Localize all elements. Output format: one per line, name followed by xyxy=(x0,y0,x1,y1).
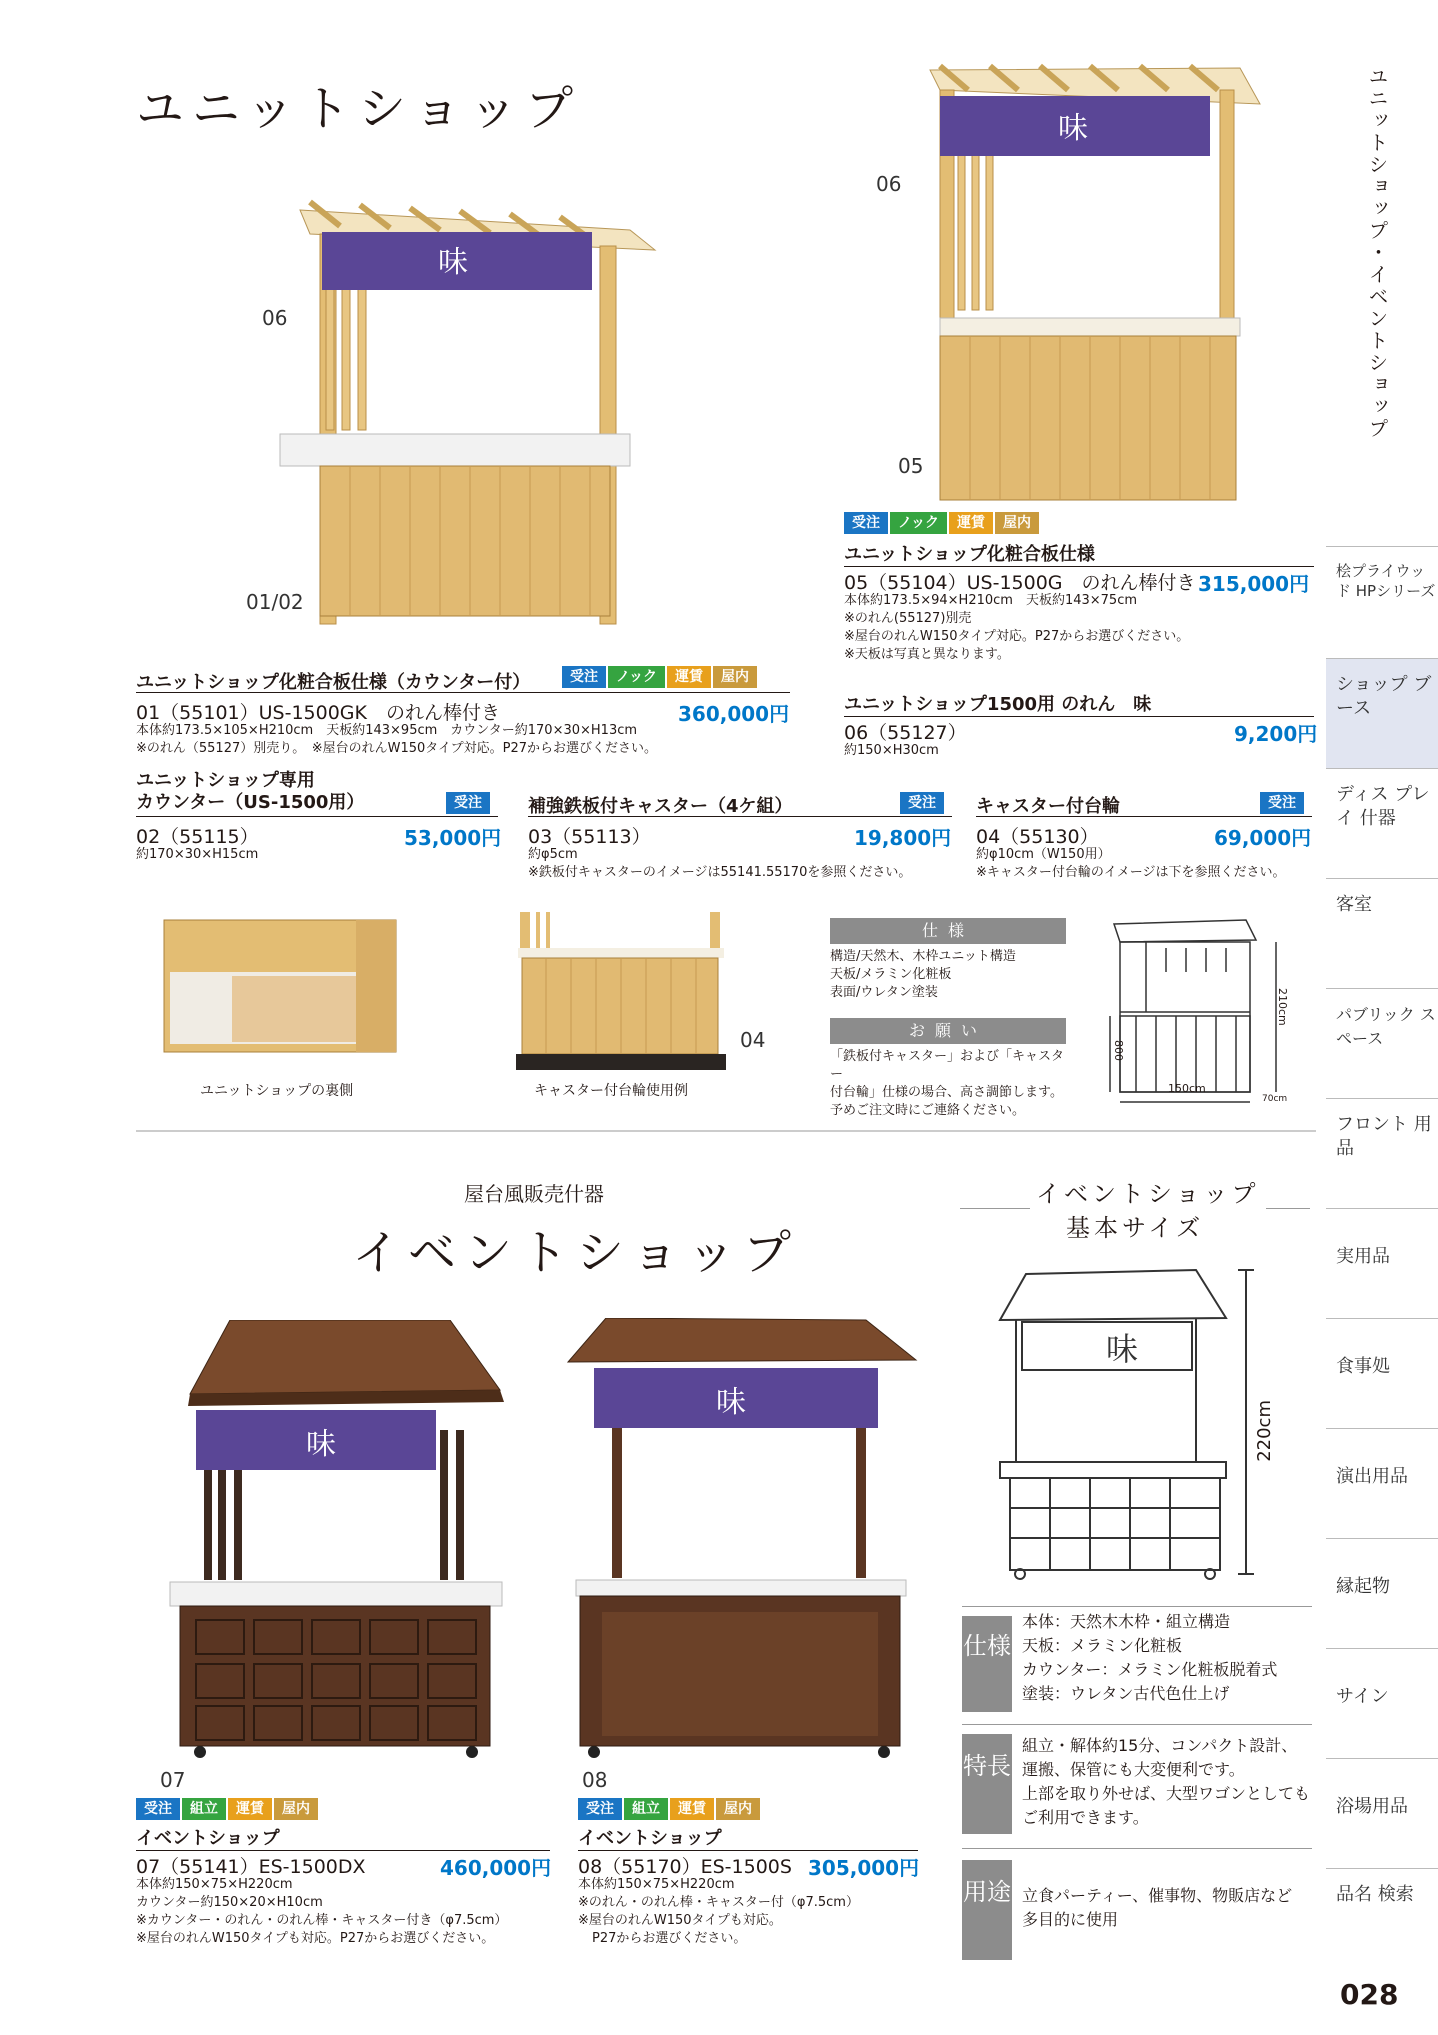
spec-line: ご利用できます。 xyxy=(1022,1808,1149,1827)
spec-line: 本体約173.5×105×H210cm 天板約143×95cm カウンター約170×30×H13cm xyxy=(136,723,638,738)
basic-size-title-line2: 基本サイズ xyxy=(1066,1214,1205,1242)
spec-line: ※屋台のれんW150タイプも対応。P27からお選びください。 xyxy=(136,1931,495,1946)
item-label-08: 08 xyxy=(582,1768,608,1792)
svg-text:味: 味 xyxy=(1106,1330,1139,1368)
product-spec-07 xyxy=(136,1876,507,1948)
item-label-04: 04 xyxy=(740,1028,766,1052)
callout-label-06a: 06 xyxy=(262,306,288,330)
sidebar-item-label: 品名 検索 xyxy=(1336,1884,1414,1905)
sidebar-item-label: サイン xyxy=(1336,1686,1389,1707)
badge-group-01 xyxy=(562,666,757,688)
event-shop-dimension-diagram xyxy=(996,1262,1296,1582)
diagram-depth-label: 70cm xyxy=(1262,1094,1288,1104)
sidebar-item-label: 客室 xyxy=(1336,894,1372,915)
product-price-02: 53,000円 xyxy=(404,826,502,850)
unit-shop-image-01 xyxy=(270,190,670,630)
spec-line: ※屋台のれんW150タイプも対応。 xyxy=(578,1913,782,1928)
spec-box-body xyxy=(830,948,1066,1002)
basic-size-title-line1: イベントショップ xyxy=(1030,1174,1266,1209)
product-spec-08 xyxy=(578,1876,859,1948)
badge-indoor: 屋内 xyxy=(274,1798,318,1820)
badge-group-05 xyxy=(844,512,1039,534)
spec-label-youto: 用途 xyxy=(962,1860,1012,1960)
product-code-07: 07（55141）ES-1500DX xyxy=(136,1856,366,1878)
product-name-07: イベントショップ xyxy=(136,1824,550,1851)
product-name-03: 補強鉄板付キャスター（4ケ組） xyxy=(528,796,793,817)
sidebar-item-label: ショップ ブース xyxy=(1336,674,1432,719)
product-spec-06: 約150×H30cm xyxy=(844,743,939,758)
spec-line: 構造/天然木、木枠ユニット構造 xyxy=(830,949,1016,964)
sidebar-item-guest-room[interactable] xyxy=(1326,878,1438,988)
spec-rule xyxy=(962,1724,1312,1725)
badge-indoor: 屋内 xyxy=(995,512,1039,534)
spec-line: カウンター約150×20×H10cm xyxy=(136,1895,323,1910)
badge-order: 受注 xyxy=(578,1798,622,1820)
badge-freight: 運賃 xyxy=(670,1798,714,1820)
divider xyxy=(136,692,790,693)
svg-text:味: 味 xyxy=(1058,111,1088,146)
spec-label-shiyou: 仕様 xyxy=(962,1616,1012,1712)
spec-line: 本体約150×75×H220cm xyxy=(578,1877,735,1892)
product-code-01: 01（55101）US-1500GK のれん棒付き xyxy=(136,702,500,724)
request-box-body xyxy=(830,1048,1066,1120)
sidebar-item-bath[interactable] xyxy=(1326,1758,1438,1868)
product-name-line: ユニットショップ専用 xyxy=(136,770,315,791)
product-code-04: 04（55130） xyxy=(976,826,1099,848)
spec-text-youto xyxy=(1022,1884,1292,1932)
badge-group-07 xyxy=(136,1798,318,1820)
product-spec-03 xyxy=(528,846,911,882)
product-code-05: 05（55104）US-1500G のれん棒付き xyxy=(844,572,1196,594)
section-vertical-title: ユニットショップ・イベントショップ xyxy=(1365,66,1389,440)
spec-line: ※鉄板付キャスターのイメージは55141.55170を参照ください。 xyxy=(528,865,912,880)
product-price-01: 360,000円 xyxy=(678,702,790,726)
badge-order: 受注 xyxy=(562,666,606,688)
sidebar-item-label: 桧プライウッド HPシリーズ xyxy=(1336,562,1436,600)
badge-order: 受注 xyxy=(900,792,944,814)
product-name-06: ユニットショップ1500用 のれん 味 xyxy=(844,690,1314,717)
sidebar-item-front[interactable] xyxy=(1326,1098,1438,1208)
request-line: 予めご注文時にご連絡ください。 xyxy=(830,1103,1026,1118)
spec-line: ※のれん（55127）別売り。 ※屋台のれんW150タイプ対応。P27からお選びください。 xyxy=(136,741,658,756)
badge-knockdown: ノック xyxy=(608,666,665,688)
badge-indoor: 屋内 xyxy=(716,1798,760,1820)
spec-line: P27からお選びください。 xyxy=(592,1931,747,1946)
spec-line: 天板/メラミン化粧板 xyxy=(830,967,952,982)
sidebar-item-label: 演出用品 xyxy=(1336,1466,1408,1487)
callout-label-06b: 06 xyxy=(876,172,902,196)
event-diagram-height-label: 220cm xyxy=(1254,1400,1275,1462)
item-label-07: 07 xyxy=(160,1768,186,1792)
section-divider xyxy=(136,1130,1316,1132)
spec-line: ※キャスター付台輪のイメージは下を参照ください。 xyxy=(976,865,1286,880)
sidebar-item-label: 実用品 xyxy=(1336,1246,1390,1267)
spec-line: 約φ5cm xyxy=(528,847,578,862)
spec-line: 本体約150×75×H220cm xyxy=(136,1877,293,1892)
sidebar-item-dining[interactable] xyxy=(1326,1318,1438,1428)
sidebar-item-staging[interactable] xyxy=(1326,1428,1438,1538)
spec-line: ※のれん(55127)別売 xyxy=(844,611,972,626)
request-box-head: お願い xyxy=(830,1018,1066,1044)
unit-shop-image-05 xyxy=(920,60,1270,510)
sidebar-item-label: ディス プレイ 什器 xyxy=(1336,784,1430,829)
spec-text-shiyou xyxy=(1022,1610,1277,1706)
product-code-08: 08（55170）ES-1500S xyxy=(578,1856,792,1878)
badge-order: 受注 xyxy=(136,1798,180,1820)
product-price-07: 460,000円 xyxy=(440,1856,552,1880)
sidebar-item-label: 浴場用品 xyxy=(1336,1796,1408,1817)
sidebar-item-shop-booth[interactable] xyxy=(1326,658,1438,768)
request-line: 付台輪」仕様の場合、高さ調節します。 xyxy=(830,1085,1063,1100)
spec-label-tokuchou: 特長 xyxy=(962,1734,1012,1834)
sidebar-item-search[interactable] xyxy=(1326,1868,1438,1968)
product-name-08: イベントショップ xyxy=(578,1824,918,1851)
product-price-05: 315,000円 xyxy=(1198,572,1310,596)
svg-text:味: 味 xyxy=(716,1385,746,1420)
item-label-05: 05 xyxy=(898,454,924,478)
sidebar-item-public-space[interactable] xyxy=(1326,988,1438,1098)
badge-knockdown: ノック xyxy=(890,512,947,534)
sidebar-item-practical[interactable] xyxy=(1326,1208,1438,1318)
spec-line: 本体：天然木木枠・組立構造 xyxy=(1022,1612,1231,1631)
divider xyxy=(528,816,952,817)
sidebar-item-label: 縁起物 xyxy=(1336,1576,1390,1597)
sidebar-item-label: 食事処 xyxy=(1336,1356,1390,1377)
spec-line: ※屋台のれんW150タイプ対応。P27からお選びください。 xyxy=(844,629,1190,644)
badge-assemble: 組立 xyxy=(182,1798,226,1820)
product-spec-04 xyxy=(976,846,1286,882)
spec-line: 表面/ウレタン塗装 xyxy=(830,985,938,1000)
photo-caster-base xyxy=(516,912,726,1072)
caption-unit-shop-back: ユニットショップの裏側 xyxy=(200,1083,354,1099)
spec-box-head: 仕様 xyxy=(830,918,1066,944)
badge-freight: 運賃 xyxy=(949,512,993,534)
sidebar-item-sign[interactable] xyxy=(1326,1648,1438,1758)
spec-line: 天板：メラミン化粧板 xyxy=(1022,1636,1183,1655)
product-price-08: 305,000円 xyxy=(808,1856,920,1880)
request-line: 「鉄板付キャスター」および「キャスター xyxy=(830,1049,1065,1082)
spec-line: 塗装：ウレタン古代色仕上げ xyxy=(1022,1684,1230,1703)
spec-text-tokuchou xyxy=(1022,1734,1310,1830)
product-name-05: ユニットショップ化粧合板仕様 xyxy=(844,540,1314,567)
event-shop-image-08 xyxy=(566,1318,920,1760)
event-shop-image-07 xyxy=(160,1320,520,1760)
product-price-03: 19,800円 xyxy=(854,826,952,850)
spec-box xyxy=(830,918,1066,1002)
spec-line: カウンター：メラミン化粧板脱着式 xyxy=(1022,1660,1278,1679)
product-spec-02: 約170×30×H15cm xyxy=(136,847,259,862)
spec-line: ※天板は写真と異なります。 xyxy=(844,647,1010,662)
badge-order: 受注 xyxy=(446,792,490,814)
spec-rule xyxy=(962,1606,1312,1607)
product-code-02: 02（55115） xyxy=(136,826,259,848)
spec-rule xyxy=(962,1848,1312,1849)
spec-line: ※のれん・のれん棒・キャスター付（φ7.5cm） xyxy=(578,1895,859,1910)
event-shop-subtitle: 屋台風販売什器 xyxy=(464,1182,604,1206)
product-price-04: 69,000円 xyxy=(1214,826,1312,850)
sidebar-item-hp-series[interactable] xyxy=(1326,546,1438,658)
spec-line: 多目的に使用 xyxy=(1022,1910,1119,1929)
spec-line: 組立・解体約15分、コンパクト設計、 xyxy=(1022,1736,1298,1755)
sidebar-item-label: フロント 用品 xyxy=(1336,1114,1432,1159)
product-name-04: キャスター付台輪 xyxy=(976,796,1120,817)
page-number: 028 xyxy=(1340,1978,1399,2011)
product-spec-01 xyxy=(136,722,657,758)
svg-text:味: 味 xyxy=(306,1427,336,1462)
diagram-width-label: 150cm xyxy=(1168,1082,1206,1095)
badge-assemble: 組立 xyxy=(624,1798,668,1820)
spec-line: 約φ10cm（W150用） xyxy=(976,847,1111,862)
photo-unit-shop-back xyxy=(160,916,400,1056)
caption-caster-base: キャスター付台輪使用例 xyxy=(534,1083,688,1099)
product-spec-05 xyxy=(844,592,1189,664)
product-code-03: 03（55113） xyxy=(528,826,651,848)
spec-line: 本体約173.5×94×H210cm 天板約143×75cm xyxy=(844,593,1138,608)
badge-freight: 運賃 xyxy=(667,666,711,688)
spec-line: 運搬、保管にも大変便利です。 xyxy=(1022,1760,1245,1779)
badge-freight: 運賃 xyxy=(228,1798,272,1820)
event-shop-title: イベントショップ xyxy=(352,1225,800,1281)
item-label-01-02: 01/02 xyxy=(246,590,304,614)
sidebar-item-lucky[interactable] xyxy=(1326,1538,1438,1648)
spec-line: 上部を取り外せば、大型ワゴンとしても xyxy=(1022,1784,1311,1803)
sidebar-item-display[interactable] xyxy=(1326,768,1438,878)
divider xyxy=(976,816,1312,817)
diagram-height-label: 210cm xyxy=(1276,988,1289,1026)
product-code-06: 06（55127） xyxy=(844,722,967,744)
product-price-06: 9,200円 xyxy=(1234,722,1318,746)
spec-line: 立食パーティー、催事物、物販店など xyxy=(1022,1886,1293,1905)
badge-order: 受注 xyxy=(1260,792,1304,814)
badge-group-08 xyxy=(578,1798,760,1820)
diagram-counter-label: 800 xyxy=(1112,1040,1125,1061)
sidebar-item-label: パブリック スペース xyxy=(1336,1005,1436,1048)
product-name-line: カウンター（US-1500用） xyxy=(136,792,365,813)
svg-text:味: 味 xyxy=(438,245,468,280)
product-name-01: ユニットショップ化粧合板仕様（カウンター付） xyxy=(136,672,531,693)
request-box xyxy=(830,1018,1066,1120)
spec-line: ※カウンター・のれん・のれん棒・キャスター付き（φ7.5cm） xyxy=(136,1913,508,1928)
badge-order: 受注 xyxy=(844,512,888,534)
product-name-02 xyxy=(136,770,364,814)
divider xyxy=(136,816,498,817)
page-title-unit-shop: ユニットショップ xyxy=(136,81,582,137)
badge-indoor: 屋内 xyxy=(713,666,757,688)
